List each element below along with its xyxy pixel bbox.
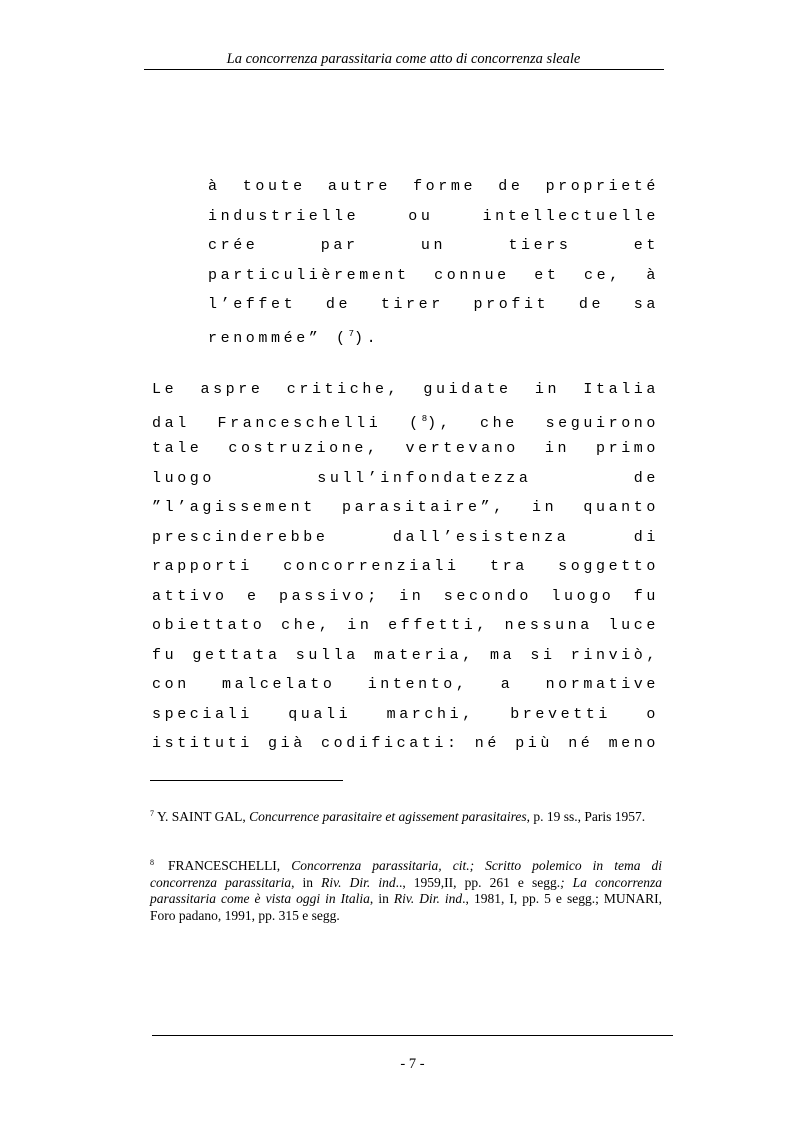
body-line: attivo e passivo; in secondo luogo fu — [152, 587, 659, 605]
body-line: prescinderebbe dall’esistenza di — [152, 528, 659, 546]
body-line: rapporti concorrenziali tra soggetto — [152, 558, 659, 575]
footer-rule — [152, 1035, 673, 1036]
body-line: luogo sull’infondatezza de — [152, 469, 659, 487]
body-line2-start: dal Franceschelli ( — [152, 414, 422, 432]
quote-line: crée par un tiers et — [208, 237, 659, 254]
header-rule — [144, 69, 664, 70]
footnote-author: Y. SAINT GAL, — [157, 809, 246, 824]
footnote-ref-7[interactable]: 7 — [348, 328, 355, 339]
page-number: - 7 - — [400, 1056, 425, 1072]
body-line-with-ref — [152, 405, 659, 435]
quotation-block — [208, 172, 659, 349]
quote-line: industrielle ou intellectuelle — [208, 207, 659, 225]
body-line: Le aspre critiche, guidate in Italia — [152, 381, 659, 398]
footnote-title: ; La concorrenza parassitaria come è vista oggi in Italia — [150, 874, 662, 906]
body-line: speciali quali marchi, brevetti o — [152, 705, 659, 723]
body-line: con malcelato intento, a normative — [152, 676, 659, 693]
footnote-number: 8 — [150, 858, 154, 867]
quote-line: particulièrement connue et ce, à — [208, 266, 659, 284]
body-line: ”l’agissement parasitaire”, in quanto — [152, 499, 659, 516]
body-paragraph — [152, 375, 659, 759]
running-head-title: La concorrenza parassitaria come atto di concorrenza sleale — [226, 51, 581, 67]
footnote-7 — [150, 806, 662, 826]
footnote-journal: Riv. Dir. ind — [393, 891, 463, 906]
quote-line: l’effet de tirer profit de sa — [208, 296, 659, 313]
footnote-8 — [150, 855, 662, 924]
body-line: fu gettata sulla materia, ma si rinviò, — [152, 646, 659, 664]
body-line: istituti già codificati: né più né meno — [152, 735, 659, 752]
body-line2-end: ), che seguirono — [427, 414, 659, 432]
body-line: obiettato che, in effetti, nessuna luce — [152, 617, 659, 634]
footnote-number: 7 — [150, 809, 154, 818]
footnote-title: Concurrence parasitaire et agissement parasitaires — [249, 809, 527, 824]
quote-last-text: renommée” ( — [208, 329, 349, 347]
footnote-text: , in — [291, 874, 314, 890]
footnote-title: Concorrenza parassitaria, cit.; Scritto polemico in tema di concorrenza parassitaria — [150, 858, 663, 890]
footnote-text: ., 1981, I, pp. 5 e segg.; MUNARI, Foro padano, 1991, pp. 315 e segg. — [150, 891, 662, 923]
footnote-ref-8[interactable]: 8 — [421, 413, 428, 424]
footnote-text: , in — [369, 891, 389, 906]
body-line: tale costruzione, vertevano in primo — [152, 440, 659, 457]
footnote-author: FRANCESCHELLI, — [168, 858, 281, 873]
footnote-journal: Riv. Dir. ind — [321, 874, 396, 890]
footnote-rest: , p. 19 ss., Paris 1957. — [526, 809, 646, 824]
footnote-separator — [150, 780, 343, 781]
footnote-text: .., 1959,II, pp. 261 e segg. — [395, 874, 561, 890]
quote-last-line — [208, 320, 659, 350]
quote-last-end: ). — [354, 329, 380, 347]
quote-line: à toute autre forme de proprieté — [208, 178, 659, 195]
